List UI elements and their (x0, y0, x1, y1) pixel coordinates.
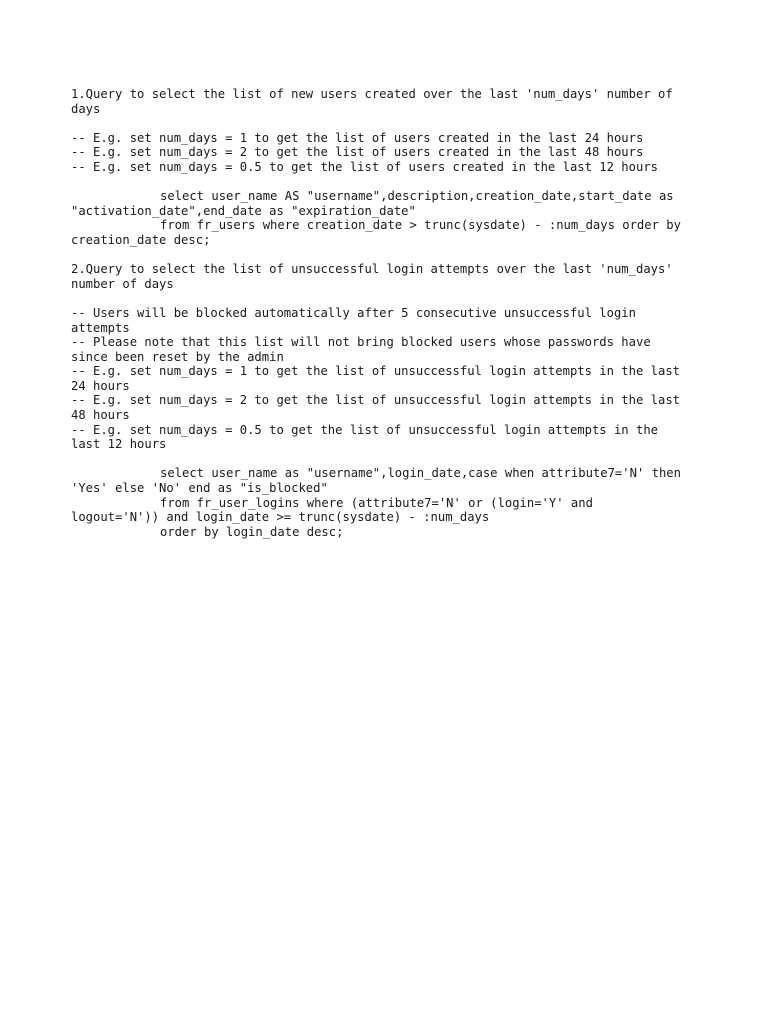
query-2-section (71, 262, 708, 539)
query-2-comment-line: since been reset by the admin (71, 349, 284, 364)
query-2-comment-line: -- E.g. set num_days = 0.5 to get the list of unsuccessful login attempts in the (71, 422, 658, 437)
query-1-sql-line: creation_date desc; (71, 232, 211, 247)
query-2-sql-line: select user_name as "username",login_date,case when attribute7='N' then (160, 466, 681, 481)
query-2-comment-line: -- Please note that this list will not bring blocked users whose passwords have (71, 335, 651, 350)
query-2-comment-line: last 12 hours (71, 437, 167, 452)
query-2-comment-line: attempts (71, 320, 130, 335)
blank-line (71, 291, 708, 306)
query-2-sql-line: logout='N')) and login_date >= trunc(sysdate) - :num_days (71, 510, 490, 525)
query-1-comment-line: -- E.g. set num_days = 0.5 to get the list of users created in the last 12 hours (71, 159, 658, 174)
query-1-sql-line: select user_name AS "username",description,creation_date,start_date as (160, 189, 674, 204)
query-2-comment-line: -- E.g. set num_days = 1 to get the list of unsuccessful login attempts in the last (71, 364, 681, 379)
query-2-comment-line: -- E.g. set num_days = 2 to get the list of unsuccessful login attempts in the last (71, 393, 681, 408)
query-1-comment-line: -- E.g. set num_days = 2 to get the list of users created in the last 48 hours (71, 145, 644, 160)
blank-line (71, 175, 708, 190)
query-2-comment-line: 48 hours (71, 408, 130, 423)
blank-line (71, 116, 708, 131)
query-1-sql-line: "activation_date",end_date as "expiration_date" (71, 203, 416, 218)
query-1-sql-line: from fr_users where creation_date > trunc(sysdate) - :num_days order by (160, 218, 681, 233)
query-1-comment-line: -- E.g. set num_days = 1 to get the list of users created in the last 24 hours (71, 130, 644, 145)
query-2-sql-line: order by login_date desc; (160, 524, 344, 539)
query-2-sql-line: from fr_user_logins where (attribute7='N' or (login='Y' and (160, 495, 593, 510)
query-1-heading-line: 1.Query to select the list of new users created over the last 'num_days' number of (71, 87, 673, 101)
query-2-comment-line: -- Users will be blocked automatically after 5 consecutive unsuccessful login (71, 305, 636, 320)
query-2-sql-line: 'Yes' else 'No' end as "is_blocked" (71, 481, 328, 496)
query-2-heading-line: number of days (71, 276, 174, 291)
query-2-comment-line: 24 hours (71, 378, 130, 393)
query-1-section (71, 87, 708, 248)
blank-line (71, 248, 708, 263)
blank-line (71, 452, 708, 467)
query-2-heading-line: 2.Query to select the list of unsuccessful login attempts over the last 'num_days' (71, 262, 673, 277)
query-1-heading-line: days (71, 101, 101, 116)
